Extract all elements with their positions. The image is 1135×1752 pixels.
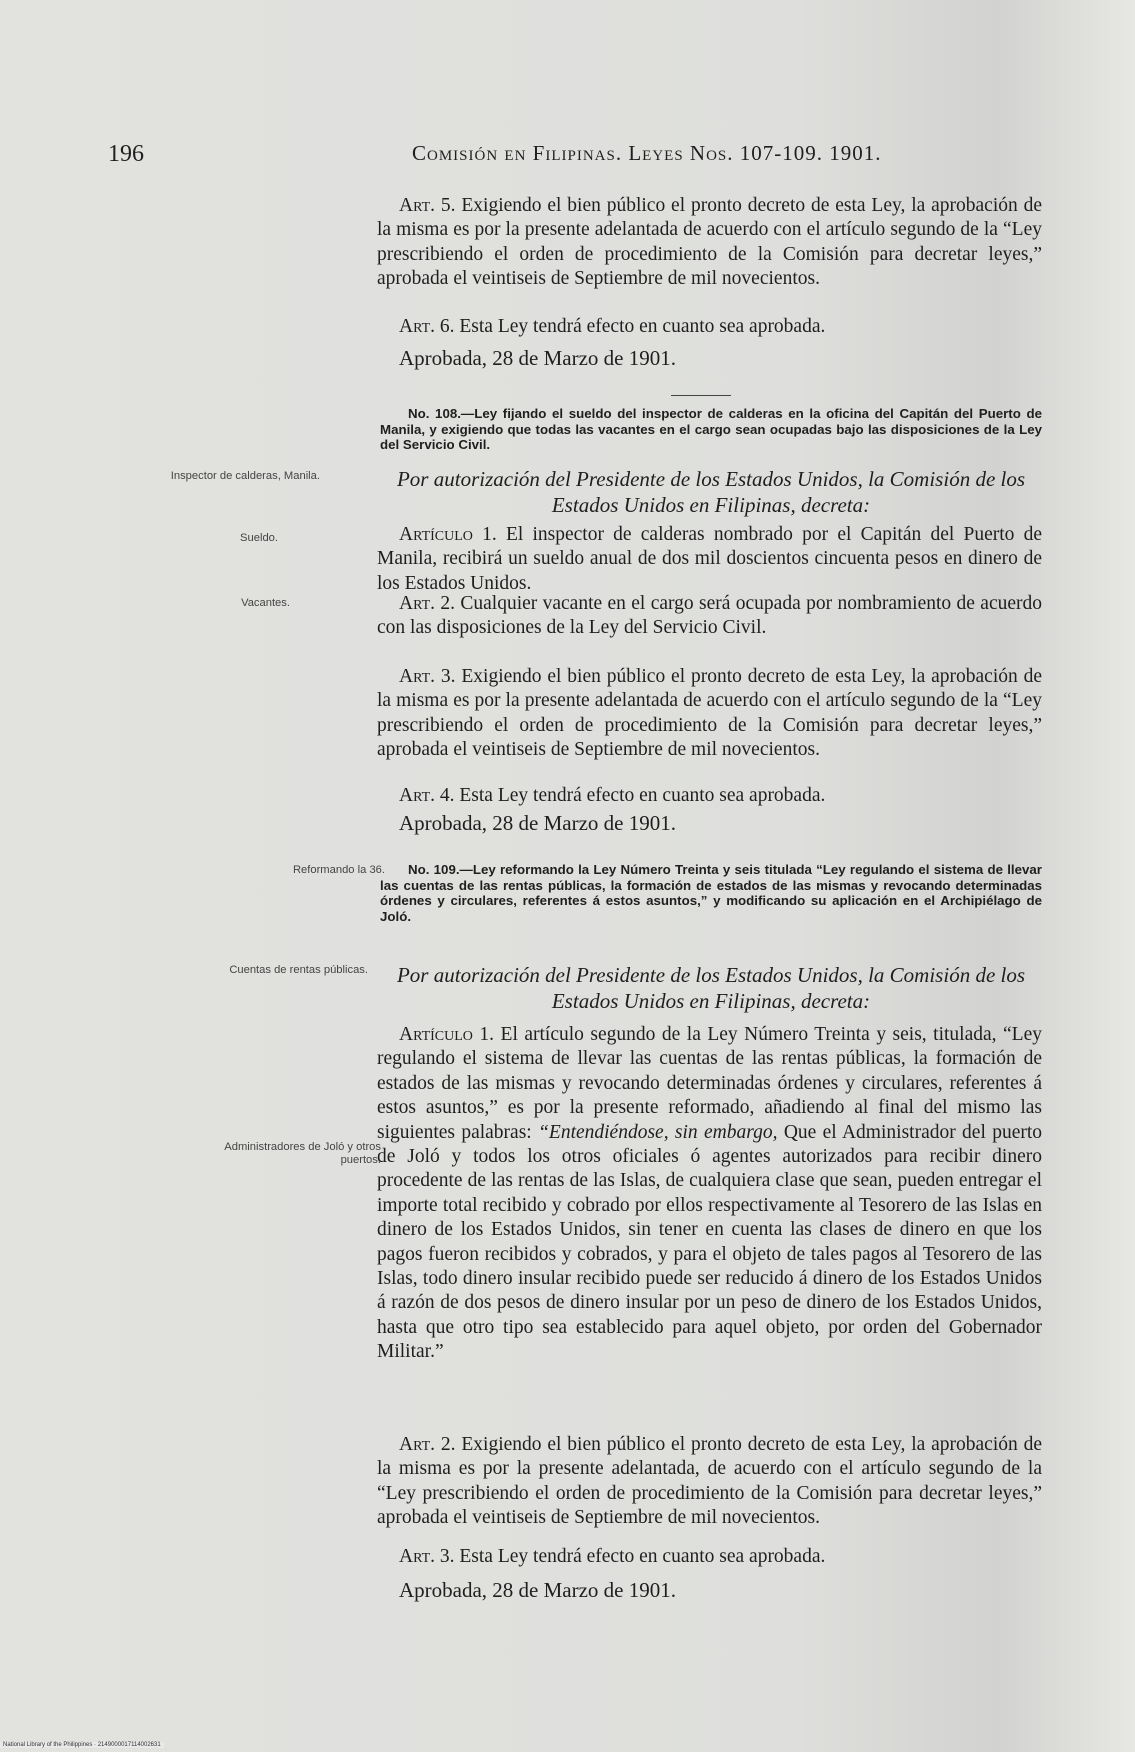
law108-article-1 (377, 523, 1042, 596)
scan-credit: National Library of the Philippines · 2149000017114002631 (0, 1742, 164, 1748)
law109-article-1 (377, 1023, 1042, 1365)
margin-note-inspector: Inspector de calderas, Manila. (170, 470, 320, 482)
article-text: Exigiendo el bien público el pronto decreto de esta Ley, la aprobación de la misma es por la presente adelantada, de acuerdo con el artículo segundo de la “Ley prescribiendo el orden de procedimiento de la Comisión para decretar leyes,” aprobada el veintiseis de Septiembre de mil novecientos. (377, 1434, 1043, 1529)
running-head: Comisión en Filipinas. Leyes Nos. 107-109. 1901. (412, 141, 882, 165)
article-text: Exigiendo el bien público el pronto decreto de esta Ley, la aprobación de la misma es por la presente adelantada de acuerdo con el artículo segundo de la “Ley prescribiendo el orden de procedimiento de la Comisión para decretar leyes,” aprobada el veintiseis de Septiembre de mil novecientos. (377, 195, 1043, 290)
law108-approved: Aprobada, 28 de Marzo de 1901. (399, 811, 676, 835)
law107-article-6 (377, 315, 1042, 339)
margin-note-administradores: Administradores de Joló y otros puertos. (224, 1141, 381, 1166)
article-label: Art. 5. (399, 195, 456, 216)
law107-approved: Aprobada, 28 de Marzo de 1901. (399, 346, 676, 370)
margin-note-reformando: Reformando la 36. (292, 864, 385, 876)
article-text: Esta Ley tendrá efecto en cuanto sea aprobada. (459, 785, 826, 806)
margin-note-sueldo: Sueldo. (240, 532, 278, 544)
law109-enacting-clause: Por autorización del Presidente de los Estados Unidos, la Comisión de los Estados Unidos en Filipinas, decreta: (396, 963, 1026, 1013)
law108-heading: No. 108.—Ley fijando el sueldo del inspector de calderas en la oficina del Capitán del Puerto de Manila, y exigiendo que todas las vacantes en el cargo sean ocupadas bajo las disposiciones de la Ley del Servicio Civil. (380, 406, 1042, 452)
article-text: Que el Administrador del puerto de Joló y todos los otros oficiales ó agentes autorizados para recibir dinero procedente de las rentas de las Islas, de cualquiera clase que sean, pueden entregar el importe total recibido y cobrado por ellos respectivamente al Tesorero de las Islas en dinero de los Estados Unidos, sin tener en cuenta las clases de dinero en que los pagos fueron recibidos y cobrados, y para el objeto de tales pagos al Tesorero de las Islas, todo dinero insular recibido puede ser reducido á dinero de los Estados Unidos á razón de dos pesos de dinero insular por un peso de dinero de los Estados Unidos, hasta que otro tipo sea establecido para aquel objeto, por orden del Gobernador Militar.” (377, 1121, 1043, 1363)
article-text: Cualquier vacante en el cargo será ocupada por nombramiento de acuerdo con las disposiciones de la Ley del Servicio Civil. (377, 593, 1042, 639)
article-label: Art. 3. (399, 1546, 455, 1567)
article-label: Artículo 1. (399, 524, 497, 545)
section-divider (671, 395, 731, 396)
law107-article-5 (377, 194, 1042, 292)
article-text: Esta Ley tendrá efecto en cuanto sea aprobada. (459, 316, 826, 337)
article-text: El artículo segundo de la Ley Número Treinta y seis, titulada, “Ley regulando el sistema de llevar las cuentas de las rentas públicas, la formación de estados de las mismas y revocando determinadas órdenes y circulares, referentes á estos asuntos,” es por la presente reformado, añadiendo al final del mismo las siguientes palabras: (377, 1024, 1043, 1143)
article-label: Art. 4. (399, 785, 455, 806)
law109-approved: Aprobada, 28 de Marzo de 1901. (399, 1578, 676, 1602)
law109-article-2 (377, 1433, 1042, 1531)
law108-article-2 (377, 592, 1042, 641)
article-text: Esta Ley tendrá efecto en cuanto sea aprobada. (459, 1546, 826, 1567)
article-label: Art. 3. (399, 666, 456, 687)
law108-enacting-clause: Por autorización del Presidente de los Estados Unidos, la Comisión de los Estados Unidos en Filipinas, decreta: (396, 467, 1026, 517)
law109-heading: No. 109.—Ley reformando la Ley Número Treinta y seis titulada “Ley regulando el sistema de llevar las cuentas de las rentas públicas, la formación de estados de las mismas y revocando determinadas órdenes y circulares, referentes á estos asuntos,” y modificando su aplicación en el Archipiélago de Joló. (380, 862, 1042, 924)
article-text: El inspector de calderas nombrado por el Capitán del Puerto de Manila, recibirá un sueldo anual de dos mil doscientos cincuenta pesos en dinero de los Estados Unidos. (377, 524, 1043, 594)
margin-note-vacantes: Vacantes. (241, 597, 290, 609)
law109-article-3 (377, 1545, 1042, 1569)
article-label: Art. 2. (399, 1434, 456, 1455)
law108-article-4 (377, 784, 1042, 808)
article-text-italic: “Entendiéndose, sin embargo, (538, 1121, 778, 1143)
article-label: Art. 2. (399, 593, 455, 614)
law108-article-3 (377, 665, 1042, 763)
page-number: 196 (108, 141, 144, 167)
margin-note-cuentas: Cuentas de rentas públicas. (229, 964, 368, 976)
article-label: Artículo 1. (399, 1024, 495, 1045)
article-label: Art. 6. (399, 316, 455, 337)
article-text: Exigiendo el bien público el pronto decreto de esta Ley, la aprobación de la misma es por la presente adelantada de acuerdo con el artículo segundo de la “Ley prescribiendo el orden de procedimiento de la Comisión para decretar leyes,” aprobada el veintiseis de Septiembre de mil novecientos. (377, 666, 1043, 761)
